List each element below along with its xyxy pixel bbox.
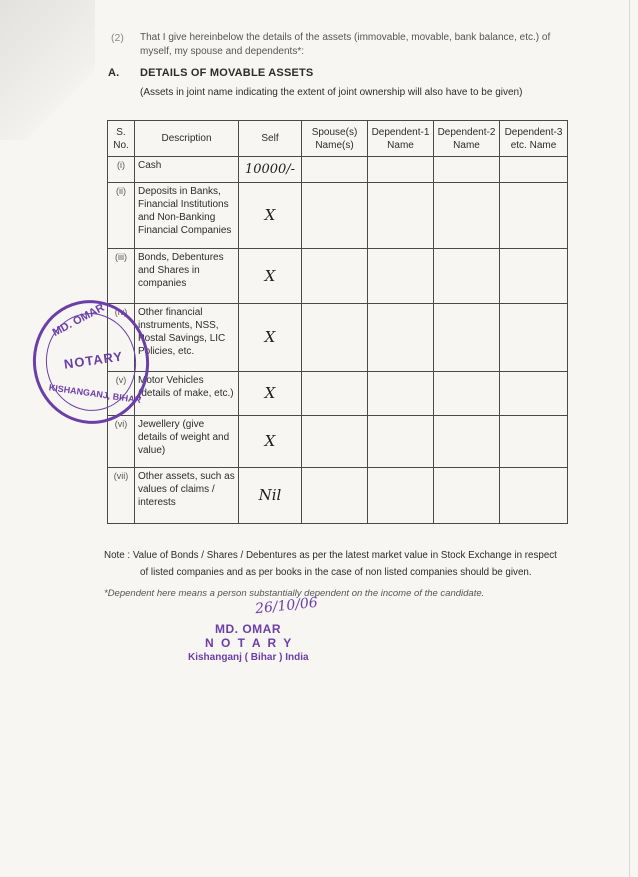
row-dep2-cell bbox=[434, 304, 500, 372]
section-title: DETAILS OF MOVABLE ASSETS bbox=[140, 67, 314, 79]
row-dep1-cell bbox=[368, 304, 434, 372]
row-dep2-cell bbox=[434, 249, 500, 304]
notary-place: Kishanganj ( Bihar ) India bbox=[188, 652, 309, 663]
notary-name: MD. OMAR bbox=[215, 622, 281, 636]
row-self-value: X bbox=[239, 183, 302, 249]
row-description: Other financial instruments, NSS, Postal Savings, LIC Policies, etc. bbox=[135, 304, 239, 372]
row-dep3-cell bbox=[500, 157, 568, 183]
row-description: Motor Vehicles (details of make, etc.) bbox=[135, 372, 239, 416]
header-self: Self bbox=[239, 121, 302, 157]
row-spouse-cell bbox=[302, 183, 368, 249]
row-description: Cash bbox=[135, 157, 239, 183]
row-number: (v) bbox=[108, 372, 135, 416]
header-dependent-1: Dependent-1 Name bbox=[368, 121, 434, 157]
row-dep2-cell bbox=[434, 416, 500, 468]
row-spouse-cell bbox=[302, 468, 368, 524]
header-description: Description bbox=[135, 121, 239, 157]
row-spouse-cell bbox=[302, 249, 368, 304]
row-description: Deposits in Banks, Financial Institutions and Non-Banking Financial Companies bbox=[135, 183, 239, 249]
table-row bbox=[108, 183, 568, 249]
page-edge bbox=[629, 0, 630, 877]
row-dep2-cell bbox=[434, 183, 500, 249]
seal-bottom-text: KISHANGANJ, BIHAR bbox=[48, 382, 142, 406]
section-subtitle: (Assets in joint name indicating the extent of joint ownership will also have to be given) bbox=[140, 87, 523, 98]
movable-assets-table bbox=[107, 120, 568, 524]
row-description: Bonds, Debentures and Shares in companies bbox=[135, 249, 239, 304]
row-description: Other assets, such as values of claims / interests bbox=[135, 468, 239, 524]
row-dep3-cell bbox=[500, 468, 568, 524]
table-row bbox=[108, 304, 568, 372]
dependent-definition: *Dependent here means a person substantially dependent on the income of the candidate. bbox=[104, 588, 485, 599]
row-number: (iii) bbox=[108, 249, 135, 304]
table-row bbox=[108, 372, 568, 416]
row-self-value: X bbox=[239, 304, 302, 372]
notary-signature-date: 26/10/06 bbox=[254, 594, 319, 618]
seal-middle-text: NOTARY bbox=[63, 348, 124, 372]
row-dep2-cell bbox=[434, 468, 500, 524]
row-dep1-cell bbox=[368, 416, 434, 468]
table-row bbox=[108, 157, 568, 183]
table-row bbox=[108, 468, 568, 524]
row-spouse-cell bbox=[302, 304, 368, 372]
note-line-2: of listed companies and as per books in the case of non listed companies should be given. bbox=[140, 567, 532, 578]
intro-number: (2) bbox=[111, 32, 124, 44]
row-dep1-cell bbox=[368, 372, 434, 416]
row-dep1-cell bbox=[368, 468, 434, 524]
row-self-value: 10000/- bbox=[239, 157, 302, 183]
row-self-value: X bbox=[239, 249, 302, 304]
row-dep3-cell bbox=[500, 372, 568, 416]
seal-top-text: MD. OMAR bbox=[50, 301, 107, 339]
row-spouse-cell bbox=[302, 157, 368, 183]
row-dep1-cell bbox=[368, 249, 434, 304]
row-dep1-cell bbox=[368, 157, 434, 183]
row-dep2-cell bbox=[434, 372, 500, 416]
row-number: (i) bbox=[108, 157, 135, 183]
row-self-value: X bbox=[239, 372, 302, 416]
row-description: Jewellery (give details of weight and value) bbox=[135, 416, 239, 468]
row-dep1-cell bbox=[368, 183, 434, 249]
row-dep2-cell bbox=[434, 157, 500, 183]
intro-line-1: That I give hereinbelow the details of the assets (immovable, movable, bank balance, etc.) of bbox=[140, 32, 551, 43]
row-dep3-cell bbox=[500, 416, 568, 468]
notary-title: N O T A R Y bbox=[205, 636, 294, 650]
row-number: (vi) bbox=[108, 416, 135, 468]
table-row bbox=[108, 249, 568, 304]
row-dep3-cell bbox=[500, 304, 568, 372]
intro-line-2: myself, my spouse and dependents*: bbox=[140, 46, 304, 57]
row-dep3-cell bbox=[500, 183, 568, 249]
header-dependent-2: Dependent-2 Name bbox=[434, 121, 500, 157]
row-spouse-cell bbox=[302, 416, 368, 468]
header-spouse: Spouse(s) Name(s) bbox=[302, 121, 368, 157]
table-row bbox=[108, 416, 568, 468]
row-number: (vii) bbox=[108, 468, 135, 524]
row-self-value: Nil bbox=[239, 468, 302, 524]
row-number: (ii) bbox=[108, 183, 135, 249]
row-number: (iv) bbox=[108, 304, 135, 372]
paper-fold-shadow bbox=[0, 0, 95, 140]
header-sno: S. No. bbox=[108, 121, 135, 157]
row-self-value: X bbox=[239, 416, 302, 468]
section-letter: A. bbox=[108, 67, 120, 79]
row-dep3-cell bbox=[500, 249, 568, 304]
header-dependent-3: Dependent-3 etc. Name bbox=[500, 121, 568, 157]
table-header-row bbox=[108, 121, 568, 157]
note-line-1: Note : Value of Bonds / Shares / Debentures as per the latest market value in Stock Exchange in respect bbox=[104, 550, 557, 561]
row-spouse-cell bbox=[302, 372, 368, 416]
